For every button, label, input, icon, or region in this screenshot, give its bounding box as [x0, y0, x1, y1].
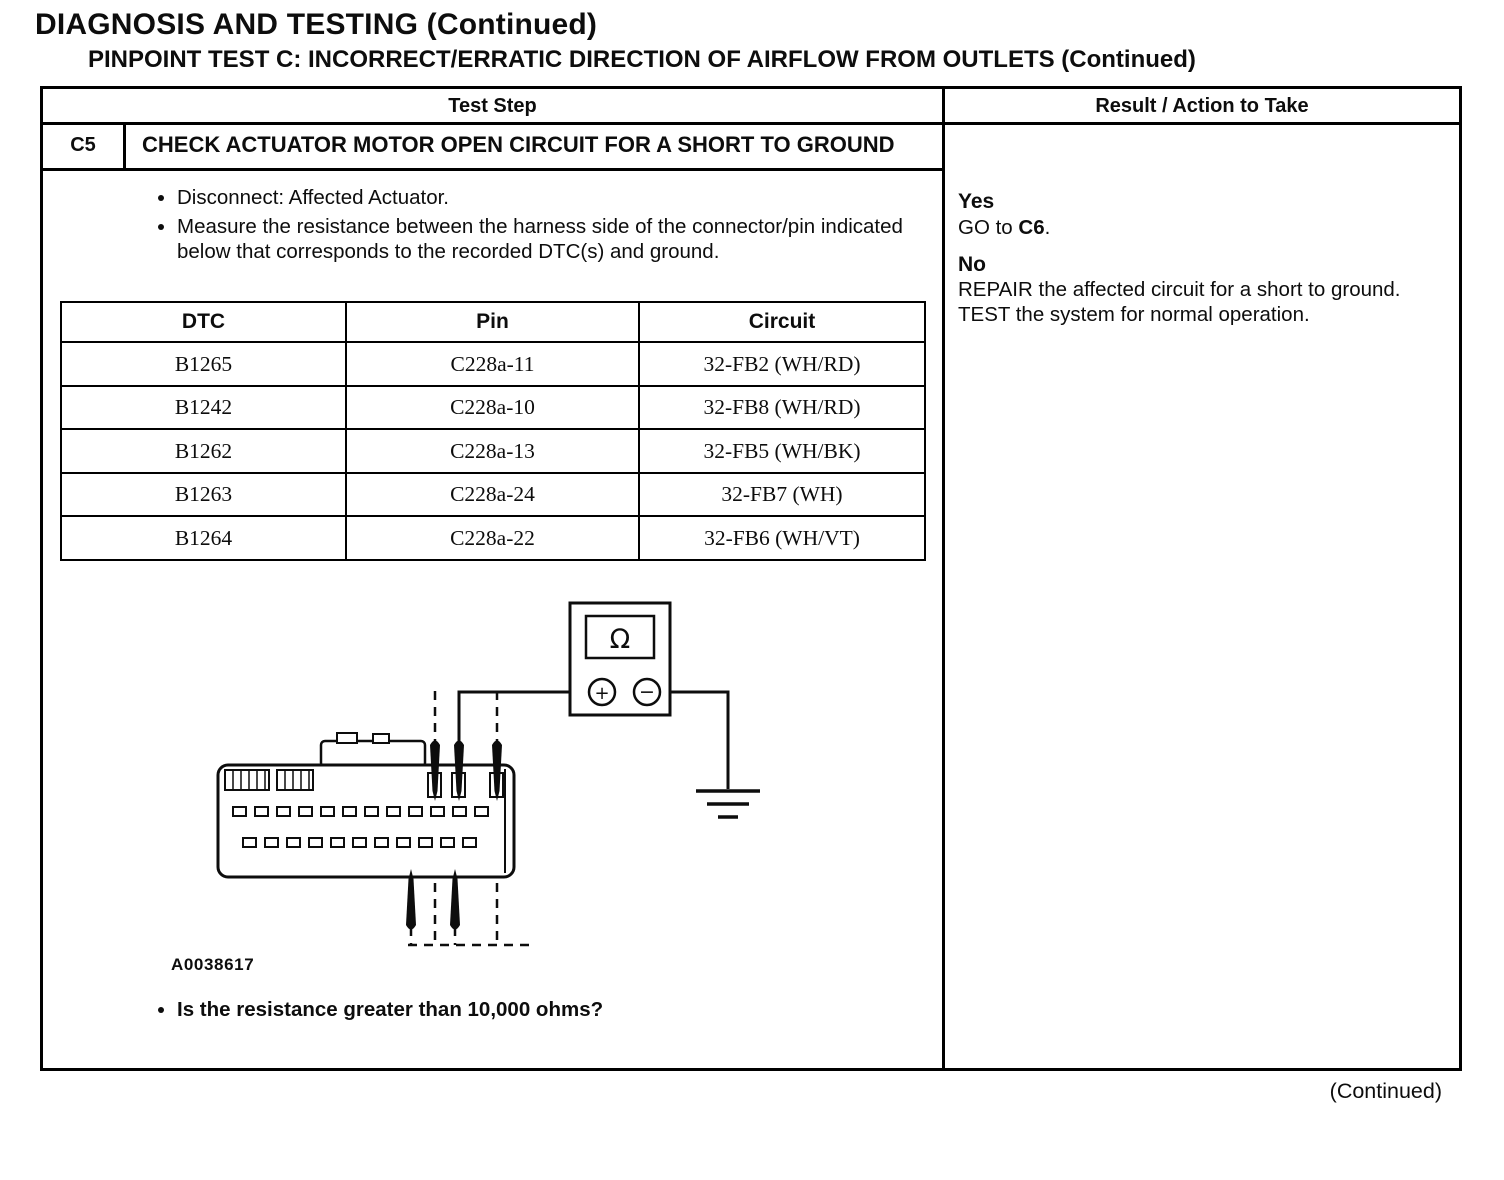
table-row: [61, 386, 925, 430]
instruction-list: [43, 185, 906, 265]
table-row: [61, 342, 925, 386]
question-list: [43, 997, 906, 1023]
connector-icon: [218, 733, 514, 877]
pin-cell: C228a-11: [346, 342, 639, 386]
step-title-row: [43, 125, 942, 171]
yes-action: [958, 215, 1445, 240]
step-body: [43, 171, 942, 1068]
circuit-cell: 32-FB6 (WH/VT): [639, 516, 925, 560]
no-label: No: [958, 252, 986, 276]
result-body: [945, 125, 1459, 327]
circuit-cell: 32-FB8 (WH/RD): [639, 386, 925, 430]
dtc-cell: B1262: [61, 429, 346, 473]
yes-action-post: .: [1044, 215, 1051, 239]
manual-page: [0, 8, 1504, 1180]
pin-column-header: Pin: [346, 302, 639, 342]
no-action: REPAIR the affected circuit for a short to ground. TEST the system for normal operation.: [958, 278, 1401, 327]
instruction-item: • Disconnect: Affected Actuator.: [177, 185, 903, 211]
ohm-symbol: Ω: [609, 623, 631, 655]
dtc-column-header: DTC: [61, 302, 346, 342]
instruction-item: • Measure the resistance between the harness side of the connector/pin indicated below that corresponds to the recorded DTC(s) and ground.: [177, 214, 903, 266]
result-column-header: Result / Action to Take: [945, 89, 1459, 125]
circuit-column-header: Circuit: [639, 302, 925, 342]
table-row: [61, 429, 925, 473]
pinpoint-test-table: [40, 86, 1462, 1071]
circuit-cell: 32-FB2 (WH/RD): [639, 342, 925, 386]
yes-action-pre: GO to: [958, 215, 1019, 239]
test-step-column-header: Test Step: [43, 89, 942, 125]
dtc-cell: B1263: [61, 473, 346, 517]
ohmmeter-icon: [570, 603, 670, 715]
circuit-cell: 32-FB7 (WH): [639, 473, 925, 517]
result-column: [945, 89, 1459, 1068]
pin-cell: C228a-24: [346, 473, 639, 517]
step-id: C5: [43, 125, 126, 168]
figure-label: A0038617: [171, 954, 255, 974]
question-item: • Is the resistance greater than 10,000 ohms?: [177, 997, 903, 1023]
pin-cell: C228a-22: [346, 516, 639, 560]
ground-icon: [696, 791, 760, 817]
dtc-cell: B1242: [61, 386, 346, 430]
pinpoint-test-heading: PINPOINT TEST C: INCORRECT/ERRATIC DIRECTION OF AIRFLOW FROM OUTLETS (Continued): [88, 46, 1196, 73]
plus-terminal-label: +: [594, 682, 610, 704]
dtc-cell: B1265: [61, 342, 346, 386]
table-row: [61, 516, 925, 560]
test-step-column: [43, 89, 945, 1068]
dtc-pin-circuit-table: [60, 301, 926, 561]
pin-cell: C228a-10: [346, 386, 639, 430]
page-title: DIAGNOSIS AND TESTING (Continued): [35, 8, 598, 41]
table-row: [61, 473, 925, 517]
dtc-table-header-row: [61, 302, 925, 342]
pin-cell: C228a-13: [346, 429, 639, 473]
yes-label: Yes: [958, 190, 995, 213]
circuit-cell: 32-FB5 (WH/BK): [639, 429, 925, 473]
yes-action-step-ref: C6: [1018, 215, 1045, 239]
dtc-cell: B1264: [61, 516, 346, 560]
continued-note: (Continued): [1329, 1079, 1442, 1103]
step-title: CHECK ACTUATOR MOTOR OPEN CIRCUIT FOR A SHORT TO GROUND: [142, 132, 895, 157]
measurement-diagram: [185, 595, 805, 951]
minus-terminal-label: −: [639, 680, 655, 703]
